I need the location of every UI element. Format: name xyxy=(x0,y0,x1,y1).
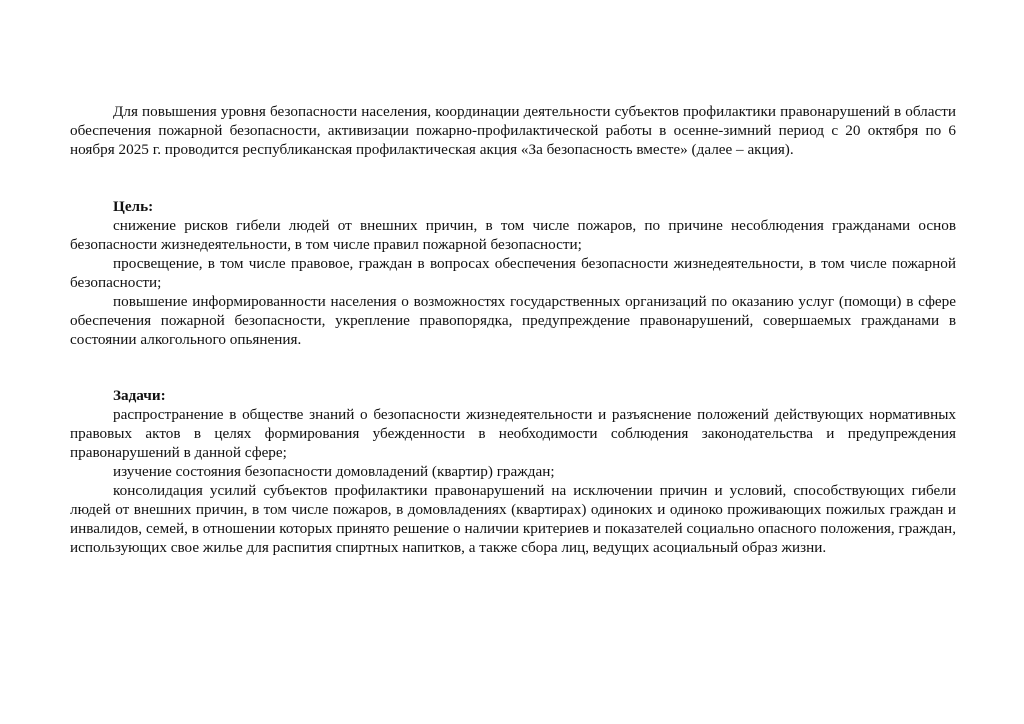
goal-item: снижение рисков гибели людей от внешних причин, в том числе пожаров, по причине несоблюдения гражданами основ безопасности жизнедеятельности, в том числе правил пожарной безопасности; xyxy=(70,217,956,253)
intro-paragraph: Для повышения уровня безопасности населения, координации деятельности субъектов профилактики правонарушений в области обеспечения пожарной безопасности, активизации пожарно-профилактической работы в осенне-зимний период с 20 октября по 6 ноября 2025 г. проводится республиканская профилактическая акция «За безопасность вместе» (далее – акция). xyxy=(70,103,956,158)
goal-item: повышение информированности населения о возможностях государственных организаций по оказанию услуг (помощи) в сфере обеспечения пожарной безопасности, укрепление правопорядка, предупреждение правонарушений, совершаемых гражданами в состоянии алкогольного опьянения. xyxy=(70,293,956,348)
task-item: консолидация усилий субъектов профилактики правонарушений на исключении причин и условий, способствующих гибели людей от внешних причин, в том числе пожаров, в домовладениях (квартирах) одиноких и одиноко проживающих пожилых граждан и инвалидов, семей, в отношении которых принято решение о наличии критериев и показателей социально опасного положения, граждан, использующих свое жилье для распития спиртных напитков, а также сбора лиц, ведущих асоциальный образ жизни. xyxy=(70,482,956,556)
task-item: изучение состояния безопасности домовладений (квартир) граждан; xyxy=(113,463,555,480)
task-item: распространение в обществе знаний о безопасности жизнедеятельности и разъяснение положений действующих нормативных правовых актов в целях формирования убежденности в необходимости соблюдения законодательства и предупреждения правонарушений в данной сфере; xyxy=(70,406,956,461)
intro-section xyxy=(70,102,956,159)
tasks-section xyxy=(70,386,956,557)
goal-section xyxy=(70,197,956,349)
goal-item: просвещение, в том числе правовое, граждан в вопросах обеспечения безопасности жизнедеятельности, в том числе пожарной безопасности; xyxy=(70,255,956,291)
goal-heading: Цель: xyxy=(113,198,154,215)
tasks-heading: Задачи: xyxy=(113,387,166,404)
